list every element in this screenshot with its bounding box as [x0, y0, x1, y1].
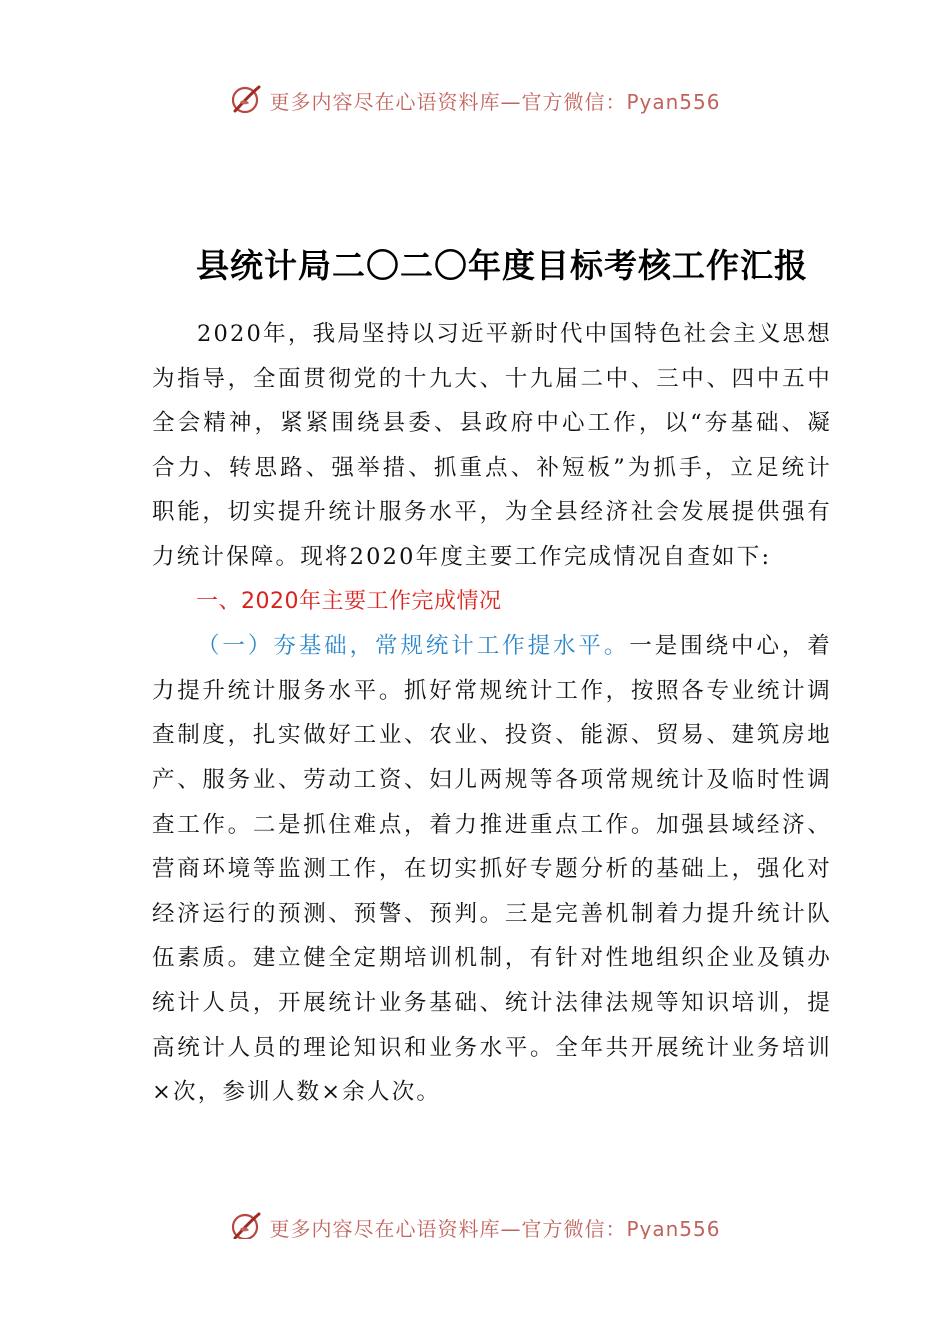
pen-logo-icon: [229, 83, 263, 117]
watermark-header: [0, 80, 950, 120]
watermark-text: 更多内容尽在心语资料库—官方微信：Pyan556: [269, 1216, 721, 1239]
document-title: 县统计局二〇二〇年度目标考核工作汇报: [196, 246, 808, 285]
subsection-paragraph: [152, 624, 832, 1115]
document-body: [152, 312, 832, 1115]
watermark-footer: [0, 1203, 950, 1239]
subsection-body: 一是围绕中心，着力提升统计服务水平。抓好常规统计工作，按照各专业统计调查制度，扎实做好工业、农业、投资、能源、贸易、建筑房地产、服务业、劳动工资、妇儿两规等各项常规统计及临时性调查工作。二是抓住难点，着力推进重点工作。加强县域经济、营商环境等监测工作，在切实抓好专题分析的基础上，强化对经济运行的预测、预警、预判。三是完善机制着力提升统计队伍素质。建立健全定期培训机制，有针对性地组织企业及镇办统计人员，开展统计业务基础、统计法律法规等知识培训，提高统计人员的理论知识和业务水平。全年共开展统计业务培训×次，参训人数×余人次。: [152, 633, 832, 1106]
section-heading: 一、2020年主要工作完成情况: [196, 588, 502, 614]
intro-paragraph: 2020年，我局坚持以习近平新时代中国特色社会主义思想为指导，全面贯彻党的十九大、十九届二中、三中、四中五中全会精神，紧紧围绕县委、县政府中心工作，以“夯基础、凝合力、转思路、强举措、抓重点、补短板”为抓手，立足统计职能，切实提升统计服务水平，为全县经济社会发展提供强有力统计保障。现将2020年度主要工作完成情况自查如下:: [152, 321, 832, 570]
watermark-text: 更多内容尽在心语资料库—官方微信：Pyan556: [269, 89, 721, 114]
pen-logo-icon: [229, 1210, 263, 1239]
subsection-heading: （一）夯基础，常规统计工作提水平。: [197, 633, 630, 660]
